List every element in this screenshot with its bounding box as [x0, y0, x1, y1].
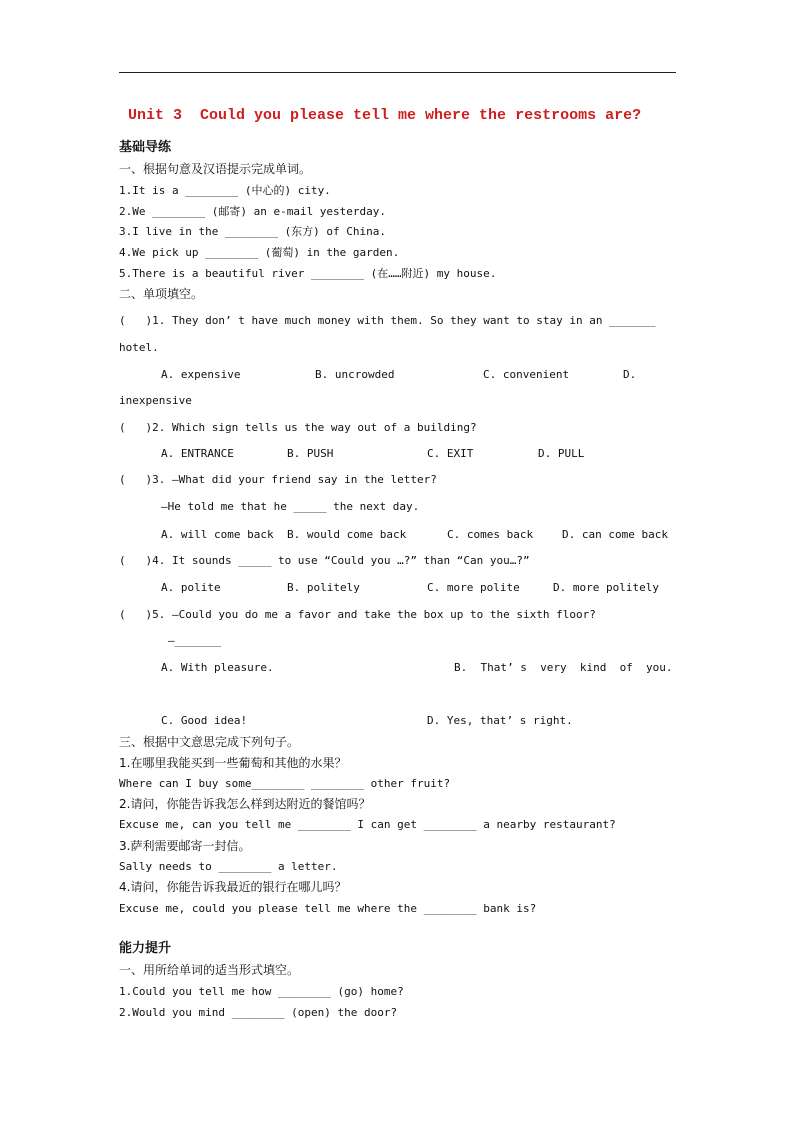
question-1-stem: ( )1. They don’ t have much money with them. So they want to stay in an _______	[119, 314, 656, 327]
translate-item-4-cn: 4.请问，你能告诉我最近的银行在哪儿吗？	[119, 880, 347, 894]
question-2-option-b: B. PUSH	[287, 447, 334, 460]
question-5-option-c: C. Good idea!	[161, 714, 248, 727]
question-3-option-a: A. will come back	[161, 528, 274, 541]
question-4-stem: ( )4. It sounds _____ to use “Could you …?” than “Can you…?”	[119, 554, 530, 567]
question-5-stem: ( )5. —Could you do me a favor and take the box up to the sixth floor?	[119, 608, 596, 621]
question-3-option-d: D. can come back	[562, 528, 668, 541]
question-3-option-b: B. would come back	[287, 528, 407, 541]
question-1-option-a: A. expensive	[161, 368, 241, 381]
translate-item-4-en: Excuse me, could you please tell me where the ________ bank is?	[119, 902, 537, 915]
question-2-option-d: D. PULL	[538, 447, 585, 460]
translate-item-3-en: Sally needs to ________ a letter.	[119, 860, 338, 873]
fill-item-5: 5.There is a beautiful river ________ (在……附近) my house.	[119, 267, 497, 280]
question-3-stem-2: —He told me that he _____ the next day.	[161, 500, 420, 513]
translate-item-2-cn: 2.请问，你能告诉我怎么样到达附近的餐馆吗？	[119, 797, 371, 811]
question-4-option-a: A. polite	[161, 581, 221, 594]
fill-item-2: 2.We ________ (邮寄) an e-mail yesterday.	[119, 205, 387, 218]
form-item-1: 1.Could you tell me how ________ (go) home?	[119, 985, 404, 998]
part1b-heading: 一、用所给单词的适当形式填空。	[119, 963, 300, 977]
question-5-option-d: D. Yes, that’ s right.	[427, 714, 573, 727]
fill-item-4: 4.We pick up ________ (葡萄) in the garden.	[119, 246, 400, 259]
question-1-option-b: B. uncrowded	[315, 368, 395, 381]
question-5-option-a: A. With pleasure.	[161, 661, 274, 674]
translate-item-3-cn: 3.萨利需要邮寄一封信。	[119, 839, 251, 853]
question-5-option-b: B. That’ s very kind of you.	[454, 661, 673, 674]
translate-item-2-en: Excuse me, can you tell me ________ I can get ________ a nearby restaurant?	[119, 818, 616, 831]
question-1-stem-cont: hotel.	[119, 341, 159, 354]
section-heading-advanced: 能力提升	[119, 941, 172, 956]
part3-heading: 三、根据中文意思完成下列句子。	[119, 735, 300, 749]
form-item-2: 2.Would you mind ________ (open) the door?	[119, 1006, 398, 1019]
question-3-stem: ( )3. —What did your friend say in the letter?	[119, 473, 437, 486]
question-4-option-d: D. more politely	[553, 581, 659, 594]
fill-item-1: 1.It is a ________ (中心的) city.	[119, 184, 331, 197]
question-4-option-c: C. more polite	[427, 581, 520, 594]
question-4-option-b: B. politely	[287, 581, 360, 594]
question-1-option-d-cont: inexpensive	[119, 394, 192, 407]
fill-item-3: 3.I live in the ________ (东方) of China.	[119, 225, 387, 238]
question-5-stem-2: —_______	[168, 634, 221, 647]
question-1-option-c: C. convenient	[483, 368, 570, 381]
part1-heading: 一、根据句意及汉语提示完成单词。	[119, 162, 312, 176]
question-2-stem: ( )2. Which sign tells us the way out of a building?	[119, 421, 477, 434]
question-2-option-c: C. EXIT	[427, 447, 474, 460]
page-title: Unit 3 Could you please tell me where the restrooms are?	[128, 107, 642, 124]
translate-item-1-en: Where can I buy some________ ________ other fruit?	[119, 777, 451, 790]
question-1-option-d: D.	[623, 368, 637, 381]
section-heading-basic: 基础导练	[119, 140, 172, 155]
part2-heading: 二、单项填空。	[119, 287, 204, 301]
question-2-option-a: A. ENTRANCE	[161, 447, 234, 460]
translate-item-1-cn: 1.在哪里我能买到一些葡萄和其他的水果？	[119, 756, 347, 770]
question-3-option-c: C. comes back	[447, 528, 534, 541]
header-rule	[119, 72, 676, 73]
